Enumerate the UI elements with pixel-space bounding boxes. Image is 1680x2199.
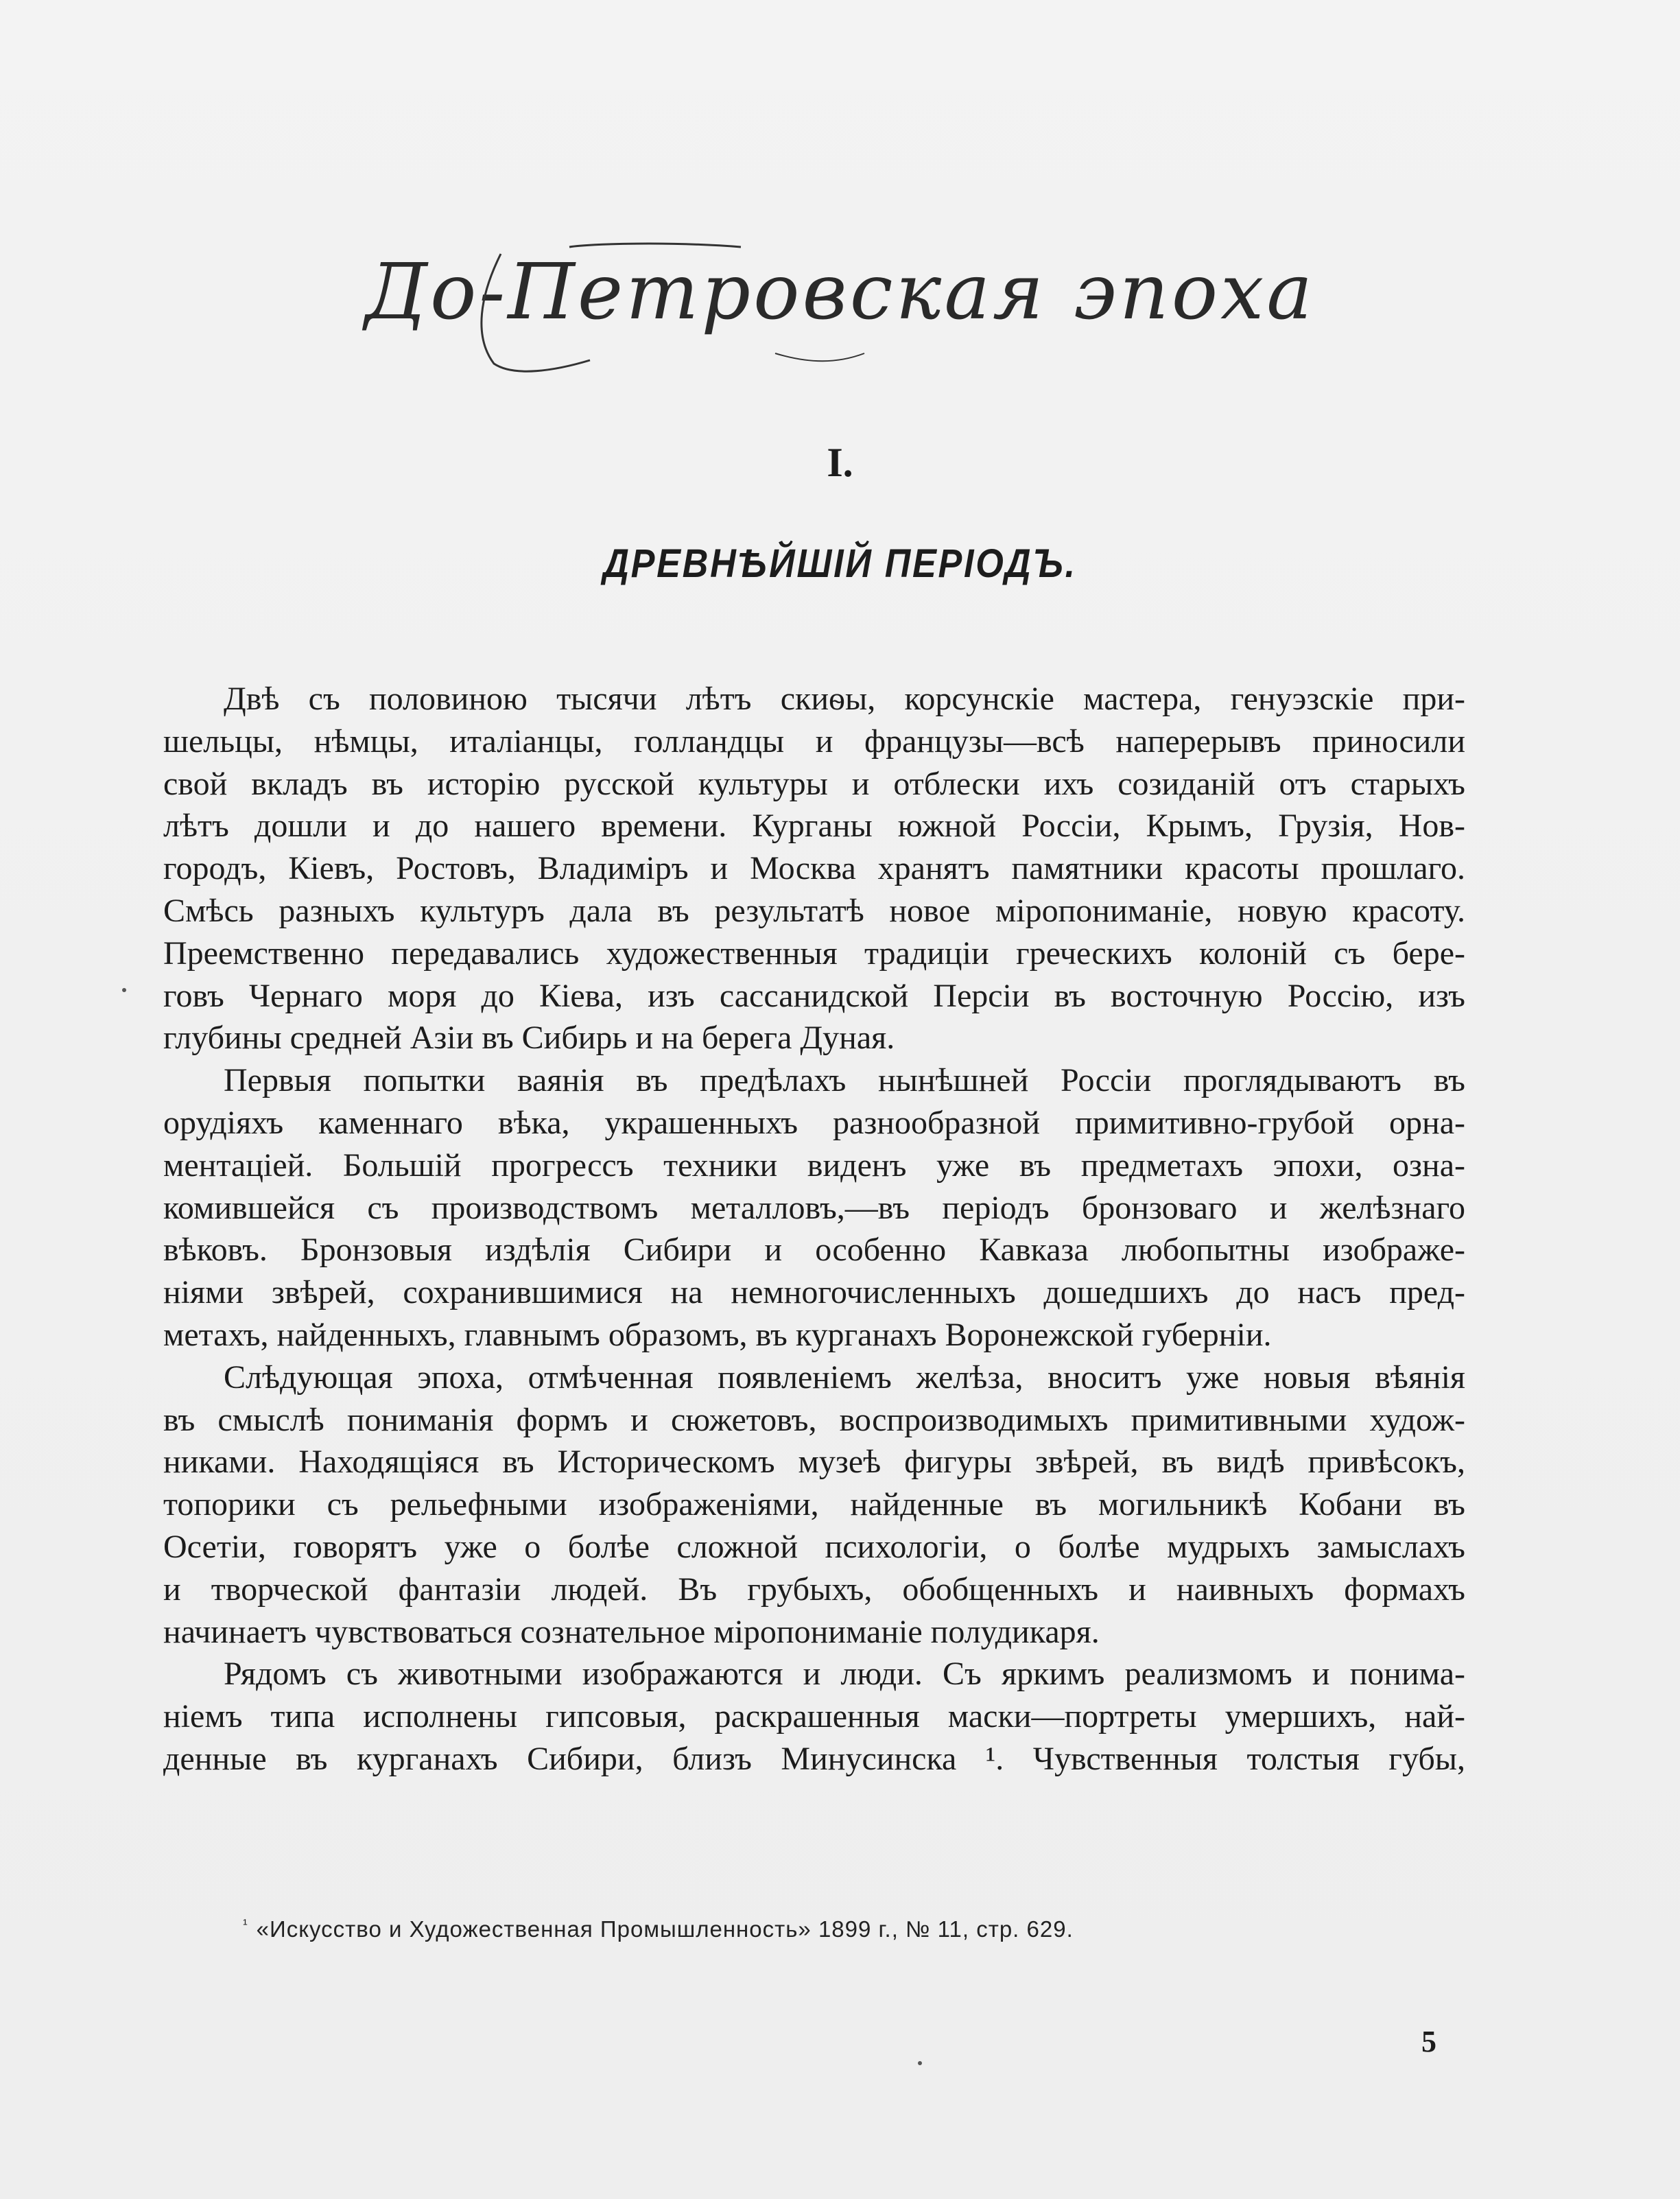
text-line: Смѣсь разныхъ культуръ дала въ результатѣ новое міропониманіе, новую красоту.: [163, 892, 1465, 929]
text-line: денные въ курганахъ Сибири, близъ Минусинска ¹. Чувственныя толстыя губы,: [163, 1740, 1465, 1777]
section-heading: ДРЕВНѢЙШІЙ ПЕРІОДЪ.: [603, 541, 1077, 586]
text-line: Рядомъ съ животными изображаются и люди. Съ яркимъ реализмомъ и понима-: [224, 1656, 1465, 1693]
text-line: Осетіи, говорятъ уже о болѣе сложной психологіи, о болѣе мудрыхъ замыслахъ: [163, 1528, 1465, 1565]
chapter-number: I.: [827, 440, 853, 485]
text-line: ніемъ типа исполнены гипсовыя, раскрашенныя маски—портреты умершихъ, най-: [163, 1698, 1465, 1735]
text-line: Первыя попытки ваянія въ предѣлахъ нынѣшней Россіи проглядываютъ въ: [224, 1062, 1465, 1099]
page-number: 5: [1421, 2025, 1436, 2058]
text-line: ніями звѣрей, сохранившимися на немногочисленныхъ дошедшихъ до насъ пред-: [163, 1274, 1465, 1311]
text-line: глубины средней Азіи въ Сибирь и на берега Дуная.: [163, 1020, 895, 1057]
text-line: Слѣдующая эпоха, отмѣченная появленіемъ желѣза, вноситъ уже новыя вѣянія: [224, 1359, 1465, 1396]
text-line: свой вкладъ въ исторію русской культуры и отблески ихъ созиданій отъ старыхъ: [163, 765, 1465, 802]
text-line: говъ Чернаго моря до Кіева, изъ сассанидской Персіи въ восточную Россію, изъ: [163, 977, 1465, 1014]
text-line: Двѣ съ половиною тысячи лѣтъ скиѳы, корсунскіе мастера, генуэзскіе при-: [224, 681, 1465, 717]
chapter-title-flourish: [453, 233, 1221, 384]
text-line: никами. Находящіяся въ Историческомъ музеѣ фигуры звѣрей, въ видѣ привѣсокъ,: [163, 1444, 1465, 1481]
chapter-title-text: До-Петровская эпоха: [364, 248, 1316, 337]
text-line: топорики съ рельефными изображеніями, найденные въ могильникѣ Кобани въ: [163, 1486, 1465, 1523]
chapter-title: [0, 248, 1680, 337]
text-line: комившейся съ производствомъ металловъ,—въ періодъ бронзоваго и желѣзнаго: [163, 1189, 1465, 1226]
text-line: Преемственно передавались художественныя традиціи греческихъ колоній съ бере-: [163, 934, 1465, 972]
text-line: и творческой фантазіи людей. Въ грубыхъ, обобщенныхъ и наивныхъ формахъ: [163, 1571, 1465, 1608]
footnote-text: «Искусство и Художественная Промышленность» 1899 г., № 11, стр. 629.: [256, 1916, 1074, 1942]
paper-speck: [918, 2061, 922, 2065]
text-line: метахъ, найденныхъ, главнымъ образомъ, въ курганахъ Воронежской губерніи.: [163, 1316, 1272, 1353]
text-line: вѣковъ. Бронзовыя издѣлія Сибири и особенно Кавказа любопытны изображе-: [163, 1232, 1465, 1269]
text-line: начинаетъ чувствоваться сознательное міропониманіе полудикаря.: [163, 1613, 1100, 1650]
text-line: лѣтъ дошли и до нашего времени. Курганы южной Россіи, Крымъ, Грузія, Нов-: [163, 808, 1465, 845]
text-line: ментаціей. Большій прогрессъ техники виденъ уже въ предметахъ эпохи, озна-: [163, 1146, 1465, 1184]
paper-speck: [122, 988, 126, 992]
text-line: городъ, Кіевъ, Ростовъ, Владиміръ и Москва хранятъ памятники красоты прошлаго.: [163, 850, 1465, 887]
text-line: въ смыслѣ пониманія формъ и сюжетовъ, воспроизводимыхъ примитивными худож-: [163, 1401, 1465, 1438]
footnote-marker: ¹: [243, 1917, 248, 1932]
text-line: шельцы, нѣмцы, италіанцы, голландцы и французы—всѣ наперерывъ приносили: [163, 722, 1465, 760]
footnote: [243, 1916, 1074, 1942]
text-line: орудіяхъ каменнаго вѣка, украшенныхъ разнообразной примитивно-грубой орна-: [163, 1104, 1465, 1141]
body-text: [163, 678, 1465, 1780]
